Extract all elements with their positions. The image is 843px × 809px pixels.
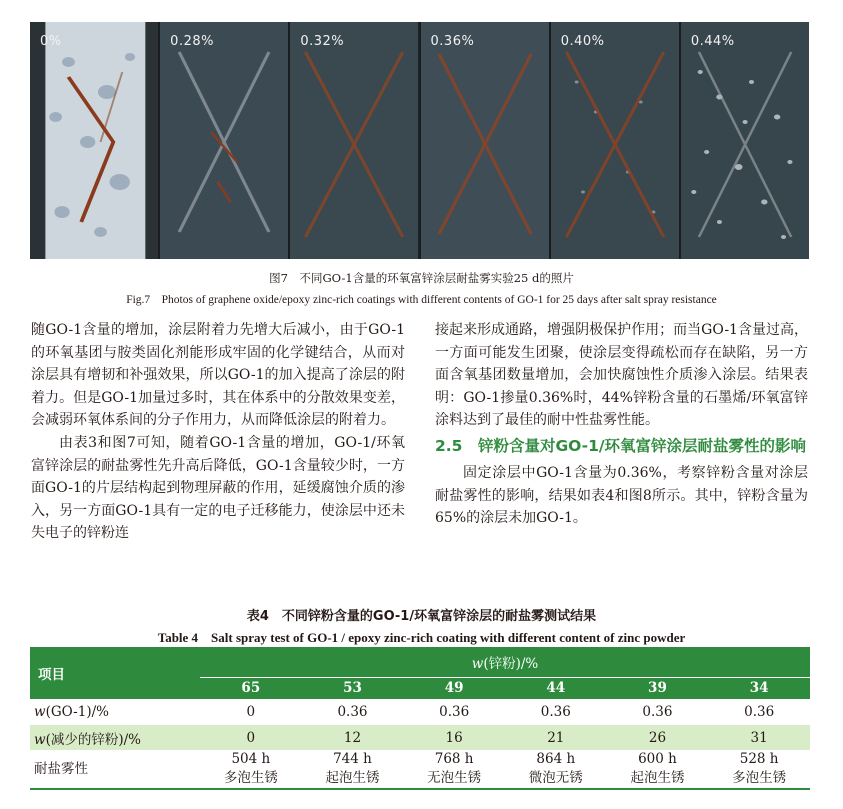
cell-hours: 528 h (739, 751, 779, 767)
header-w-symbol: w (471, 655, 484, 672)
table-cell (403, 750, 505, 789)
photo-panel-3 (290, 22, 418, 259)
photo-panel-1 (30, 22, 158, 259)
table-cell: 21 (505, 725, 607, 750)
paragraph: 随GO-1含量的增加，涂层附着力先增大后减小，由于GO-1的环氧基团与胺类固化剂能形成牢固的化学键结合，从而对涂层具有增韧和补强效果，所以GO-1的加入提高了涂层的附着力。但是GO-1加量过多时，其在体系中的分散效果变差，会减弱环氧体系间的分子作用力，从而降低涂层的附着力。 (31, 322, 405, 429)
table-cell: 0.36 (403, 699, 505, 725)
coating-photo-4 (421, 22, 549, 259)
text-column-right (435, 319, 808, 530)
cell-hours: 600 h (638, 751, 677, 767)
table-row-reduced-zinc (30, 725, 810, 750)
coating-photo-3 (290, 22, 418, 259)
table-cell (200, 750, 302, 789)
text-column-left (31, 319, 405, 545)
row-label: 耐盐雾性 (30, 750, 200, 789)
row-symbol: w (34, 731, 46, 748)
cell-hours: 744 h (333, 751, 372, 767)
table-header-row (30, 647, 810, 677)
cell-hours: 504 h (231, 751, 271, 767)
row-label-rest: (减少的锌粉)/% (45, 731, 141, 748)
table-cell: 12 (302, 725, 404, 750)
table-cell: 0.36 (302, 699, 404, 725)
column-header: 39 (607, 677, 709, 699)
cell-desc: 多泡生锈 (223, 770, 278, 786)
row-label (30, 725, 200, 750)
photo-panel-4 (421, 22, 549, 259)
column-header: 53 (302, 677, 404, 699)
coating-photo-5 (551, 22, 679, 259)
table-cell: 0 (200, 699, 302, 725)
column-header: 49 (403, 677, 505, 699)
table-title-en: Table 4 Salt spray test of GO-1 / epoxy zinc-rich coating with different content of zinc powder (157, 630, 686, 645)
coating-photo-2 (160, 22, 288, 259)
table-cell (302, 750, 404, 789)
paragraph: 由表3和图7可知，随着GO-1含量的增加，GO-1/环氧富锌涂层的耐盐雾性先升高后降低，GO-1含量较少时，一方面GO-1的片层结构起到物理屏蔽的作用，延缓腐蚀介质的渗入，另一方面GO-1具有一定的电子迁移能力，使涂层中还未失电子的锌粉连 (31, 434, 405, 542)
panel-label: 0.32% (300, 34, 345, 49)
photo-panel-2 (160, 22, 288, 259)
column-header: 34 (708, 677, 810, 699)
cell-desc: 起泡生锈 (630, 770, 685, 786)
photo-panel-6 (681, 22, 809, 259)
paragraph: 接起来形成通路，增强阴极保护作用；而当GO-1含量过高，一方面可能发生团聚，使涂层变得疏松而存在缺陷，另一方面含氧基团数量增加，会加快腐蚀性介质渗入涂层。结果表明：GO-1掺量0.36%时，44%锌粉含量的石墨烯/环氧富锌涂料达到了最佳的耐中性盐雾性能。 (435, 322, 808, 429)
row-label-rest: (GO-1)/% (45, 704, 109, 720)
column-header: 44 (505, 677, 607, 699)
figure-caption-cn: 图7 不同GO-1含量的环氧富锌涂层耐盐雾实验25 d的照片 (269, 271, 574, 285)
section-heading: 2.5 锌粉含量对GO-1/环氧富锌涂层耐盐雾性的影响 (435, 436, 807, 455)
row-symbol: w (34, 704, 46, 720)
cell-desc: 无泡生锈 (427, 770, 482, 786)
table-cell (607, 750, 709, 789)
salt-spray-table (30, 647, 810, 790)
panel-label: 0.40% (560, 34, 605, 49)
cell-desc: 微泡无锈 (528, 770, 583, 786)
cell-desc: 起泡生锈 (325, 770, 380, 786)
table-cell: 26 (607, 725, 709, 750)
cell-desc: 多泡生锈 (732, 770, 787, 786)
header-item: 项目 (30, 647, 200, 699)
table-row-go1 (30, 699, 810, 725)
table-cell: 0 (200, 725, 302, 750)
table-cell: 16 (403, 725, 505, 750)
header-zinc-content (200, 647, 810, 677)
panel-label: 0% (40, 34, 62, 49)
panel-label: 0.28% (170, 34, 214, 49)
figure-caption-en: Fig.7 Photos of graphene oxide/epoxy zinc-rich coatings with different contents of GO-1 for 25 days after salt spray resistance (126, 294, 717, 306)
table-cell: 0.36 (708, 699, 810, 725)
coating-photo-1 (30, 22, 158, 259)
table-cell: 0.36 (505, 699, 607, 725)
panel-label: 0.44% (690, 34, 735, 49)
photo-panel-5 (551, 22, 679, 259)
table-cell (708, 750, 810, 789)
panel-label: 0.36% (430, 34, 475, 49)
table-cell: 31 (708, 725, 810, 750)
header-w-rest: (锌粉)/% (483, 655, 539, 672)
column-header: 65 (200, 677, 302, 699)
coating-photo-6 (681, 22, 809, 259)
table-title-cn: 表4 不同锌粉含量的GO-1/环氧富锌涂层的耐盐雾测试结果 (246, 609, 597, 624)
table-cell: 0.36 (607, 699, 709, 725)
row-label (30, 699, 200, 725)
cell-hours: 768 h (434, 751, 474, 767)
table-cell (505, 750, 607, 789)
table-row-salt-spray (30, 750, 810, 789)
paragraph: 固定涂层中GO-1含量为0.36%，考察锌粉含量对涂层耐盐雾性的影响，结果如表4和图8所示。其中，锌粉含量为65%的涂层未加GO-1。 (435, 464, 808, 527)
cell-hours: 864 h (536, 751, 576, 767)
salt-spray-photo-figure (30, 22, 809, 259)
